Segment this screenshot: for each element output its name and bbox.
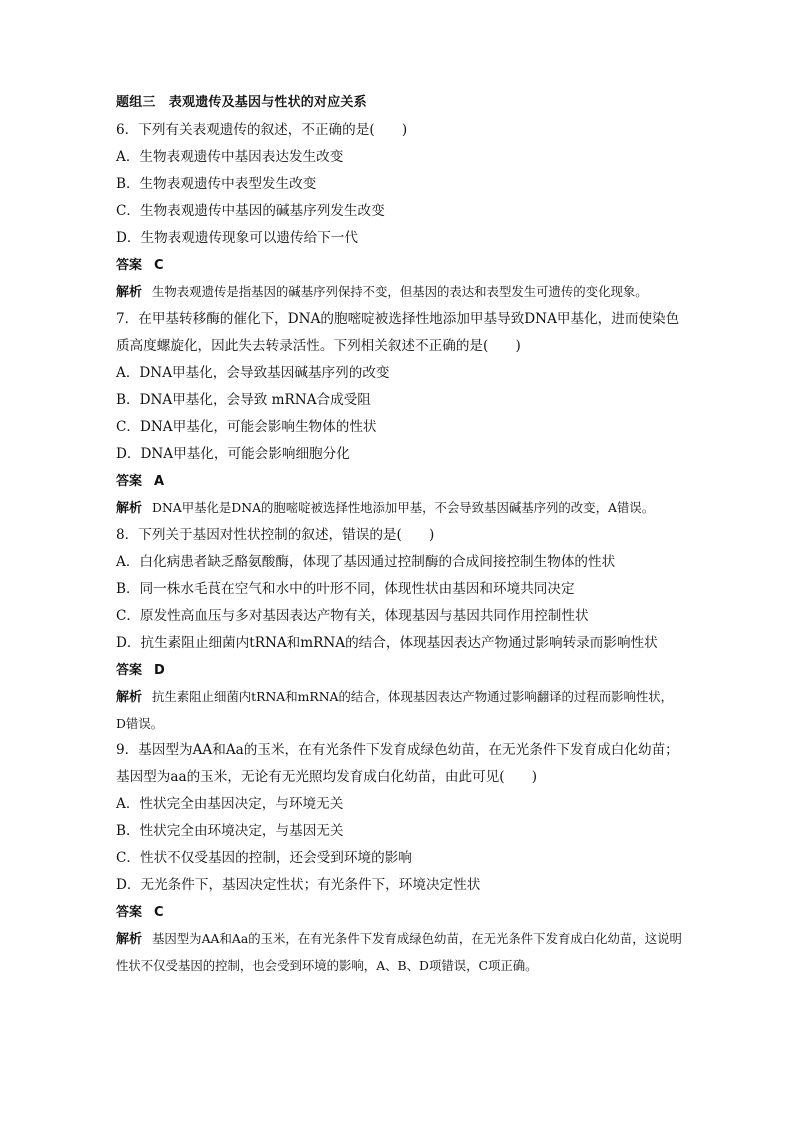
analysis-label: 解析 xyxy=(116,932,143,947)
option-d: D．无光条件下，基因决定性状；有光条件下，环境决定性状 xyxy=(116,877,481,893)
question-stem: 8．下列关于基因对性状控制的叙述，错误的是( ) xyxy=(116,527,435,543)
analysis-label: 解析 xyxy=(116,501,143,516)
answer-label: 答案 xyxy=(116,905,143,920)
question-stem: 9．基因型为AA和Aa的玉米，在有光条件下发育成绿色幼苗，在无光条件下发育成白化幼苗；基因型为aa的玉米，无论有无光照均发育成白化幼苗，由此可见( ) xyxy=(116,742,679,785)
analysis-label: 解析 xyxy=(116,285,143,300)
option-c: C．性状不仅受基因的控制，还会受到环境的影响 xyxy=(116,850,412,866)
answer-line xyxy=(116,899,682,926)
answer-label: 答案 xyxy=(116,258,143,273)
option-a: A．性状完全由基因决定，与环境无关 xyxy=(116,796,344,812)
question-8 xyxy=(116,522,682,737)
analysis-text: 基因型为AA和Aa的玉米，在有光条件下发育成绿色幼苗，在无光条件下发育成白化幼苗，这说明性状不仅受基因的控制，也会受到环境的影响，A、B、D项错误，C项正确。 xyxy=(116,931,682,973)
analysis-label: 解析 xyxy=(116,690,143,705)
option-d: D．生物表观遗传现象可以遗传给下一代 xyxy=(116,230,358,246)
option-a: A．生物表观遗传中基因表达发生改变 xyxy=(116,149,344,165)
option-a: A．DNA甲基化，会导致基因碱基序列的改变 xyxy=(116,365,390,381)
answer-line xyxy=(116,252,682,279)
question-stem: 7．在甲基转移酶的催化下，DNA的胞嘧啶被选择性地添加甲基导致DNA甲基化，进而使染色质高度螺旋化，因此失去转录活性。下列相关叙述不正确的是( ) xyxy=(116,311,680,354)
analysis-text: 生物表观遗传是指基因的碱基序列保持不变，但基因的表达和表型发生可遗传的变化现象。 xyxy=(152,284,648,299)
answer-value: C xyxy=(154,905,164,920)
analysis-line xyxy=(116,495,682,522)
document-page xyxy=(116,94,682,979)
answer-label: 答案 xyxy=(116,663,143,678)
analysis-line xyxy=(116,926,682,979)
analysis-line xyxy=(116,279,682,306)
question-7 xyxy=(116,306,682,522)
option-b: B．DNA甲基化，会导致 mRNA合成受阻 xyxy=(116,392,371,408)
option-a: A．白化病患者缺乏酪氨酸酶，体现了基因通过控制酶的合成间接控制生物体的性状 xyxy=(116,554,616,570)
analysis-text: 抗生素阻止细菌内tRNA和mRNA的结合，体现基因表达产物通过影响翻译的过程而影响性状，D错误。 xyxy=(116,689,674,731)
question-stem: 6．下列有关表观遗传的叙述，不正确的是( ) xyxy=(116,122,408,138)
option-b: B．性状完全由环境决定，与基因无关 xyxy=(116,823,344,839)
option-c: C．生物表观遗传中基因的碱基序列发生改变 xyxy=(116,203,385,219)
answer-label: 答案 xyxy=(116,474,143,489)
option-c: C．原发性高血压与多对基因表达产物有关，体现基因与基因共同作用控制性状 xyxy=(116,608,589,624)
option-d: D．抗生素阻止细菌内tRNA和mRNA的结合，体现基因表达产物通过影响转录而影响性状 xyxy=(116,635,658,651)
answer-value: A xyxy=(154,474,165,489)
answer-line xyxy=(116,657,682,684)
answer-value: D xyxy=(154,663,165,678)
question-6 xyxy=(116,117,682,306)
question-9 xyxy=(116,737,682,979)
analysis-line xyxy=(116,684,682,737)
answer-line xyxy=(116,468,682,495)
section-title: 题组三 表观遗传及基因与性状的对应关系 xyxy=(116,95,367,110)
analysis-text: DNA甲基化是DNA的胞嘧啶被选择性地添加甲基，不会导致基因碱基序列的改变，A错误。 xyxy=(152,500,655,515)
option-c: C．DNA甲基化，可能会影响生物体的性状 xyxy=(116,419,377,435)
option-b: B．同一株水毛茛在空气和水中的叶形不同，体现性状由基因和环境共同决定 xyxy=(116,581,575,597)
option-b: B．生物表观遗传中表型发生改变 xyxy=(116,176,317,192)
option-d: D．DNA甲基化，可能会影响细胞分化 xyxy=(116,446,350,462)
answer-value: C xyxy=(154,258,164,273)
